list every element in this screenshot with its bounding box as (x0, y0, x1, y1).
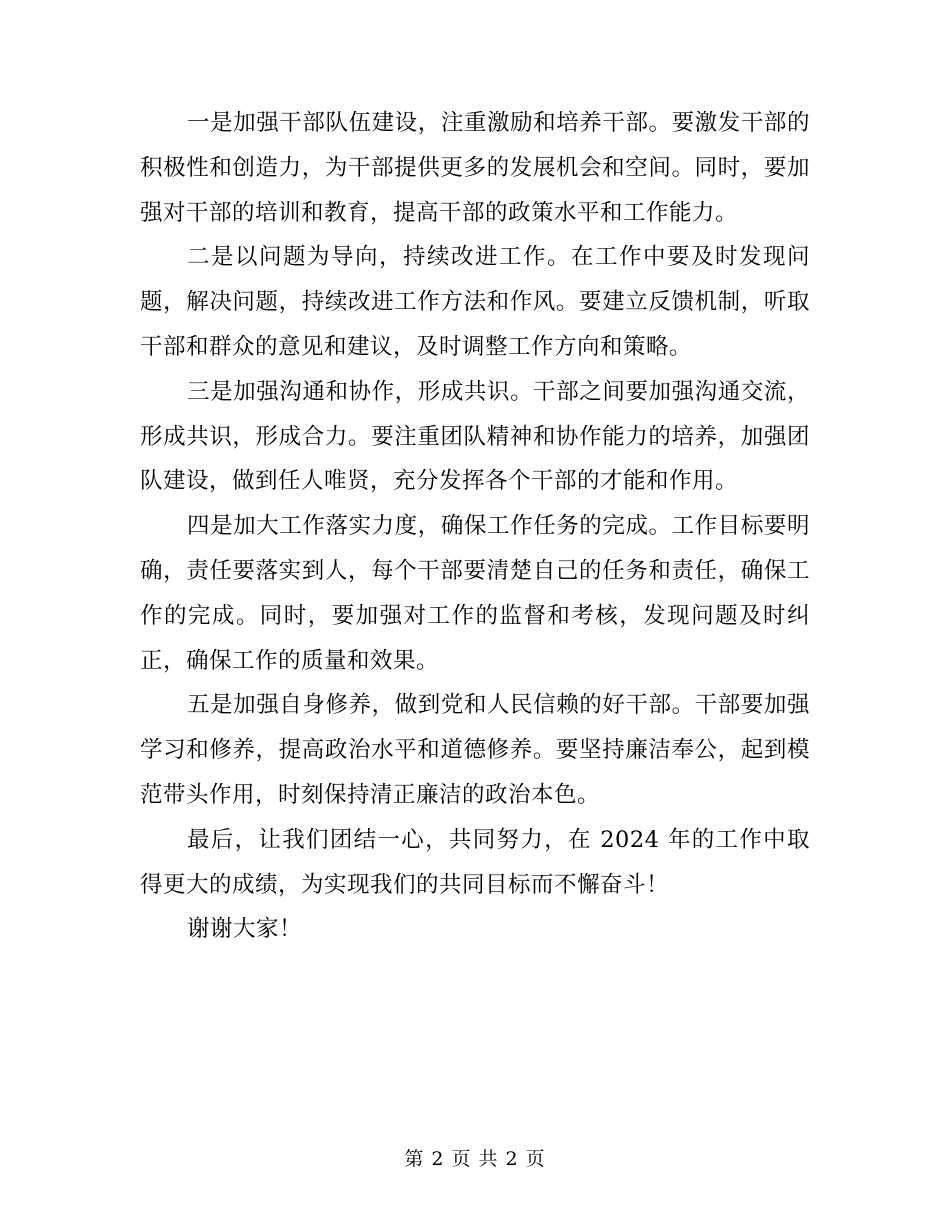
paragraph-5: 五是加强自身修养，做到党和人民信赖的好干部。干部要加强学习和修养，提高政治水平和道德修养。要坚持廉洁奉公，起到模范带头作用，时刻保持清正廉洁的政治本色。 (140, 692, 810, 808)
page-number-label: 第 2 页 共 2 页 (404, 1148, 546, 1170)
paragraph-4: 四是加大工作落实力度，确保工作任务的完成。工作目标要明确，责任要落实到人，每个干部要清楚自己的任务和责任，确保工作的完成。同时，要加强对工作的监督和考核，发现问题及时纠正，确保工作的质量和效果。 (140, 513, 810, 674)
paragraph-thanks: 谢谢大家！ (187, 916, 303, 943)
paragraph-1: 一是加强干部队伍建设，注重激励和培养干部。要激发干部的积极性和创造力，为干部提供更多的发展机会和空间。同时，要加强对干部的培训和教育，提高干部的政策水平和工作能力。 (140, 110, 810, 226)
page-footer (0, 1146, 950, 1172)
paragraph-closing: 最后，让我们团结一心，共同努力，在 2024 年的工作中取得更大的成绩，为实现我们的共同目标而不懈奋斗！ (140, 826, 810, 898)
paragraph-2: 二是以问题为导向，持续改进工作。在工作中要及时发现问题，解决问题，持续改进工作方法和作风。要建立反馈机制，听取干部和群众的意见和建议，及时调整工作方向和策略。 (140, 244, 810, 360)
document-body (140, 101, 810, 952)
paragraph-3: 三是加强沟通和协作，形成共识。干部之间要加强沟通交流，形成共识，形成合力。要注重团队精神和协作能力的培养，加强团队建设，做到任人唯贤，充分发挥各个干部的才能和作用。 (140, 378, 810, 495)
